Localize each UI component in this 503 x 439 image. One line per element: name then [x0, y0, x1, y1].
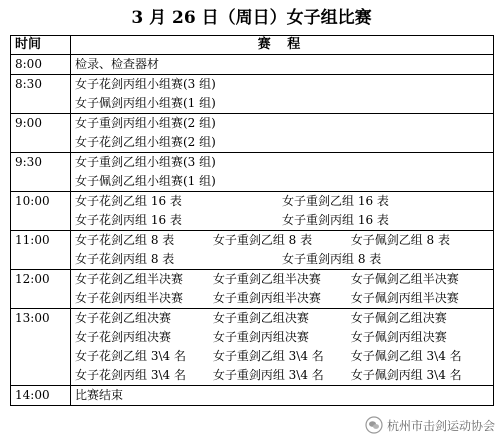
event-item: 女子重剑乙组 3\4 名 — [212, 349, 324, 363]
event-item: 女子重剑乙组 16 表 — [282, 194, 389, 208]
event-line — [75, 347, 489, 366]
event-line — [75, 289, 489, 308]
event-line — [75, 75, 489, 94]
event-line — [75, 153, 489, 172]
header-time: 时间 — [11, 36, 71, 55]
event-item: 女子重剑丙组 16 表 — [282, 213, 389, 227]
time-cell: 11:00 — [11, 231, 71, 270]
events-cell — [71, 231, 494, 270]
event-item: 女子佩剑丙组 3\4 名 — [350, 368, 462, 382]
event-item: 女子花剑丙组 3\4 名 — [75, 368, 186, 382]
event-item: 女子重剑丙组半决赛 — [212, 291, 321, 305]
table-row — [11, 309, 494, 386]
event-item: 女子重剑乙组半决赛 — [212, 272, 321, 286]
time-cell: 9:00 — [11, 114, 71, 153]
event-line — [75, 231, 489, 250]
events-cell — [71, 309, 494, 386]
page-title: 3 月 26 日（周日）女子组比赛 — [131, 8, 372, 28]
event-item: 女子花剑丙组半决赛 — [75, 291, 184, 305]
event-line — [75, 172, 489, 191]
watermark-text: 杭州市击剑运动协会 — [386, 418, 495, 433]
table-row — [11, 270, 494, 309]
time-cell: 10:00 — [11, 192, 71, 231]
events-cell — [71, 55, 494, 75]
event-line — [75, 386, 489, 405]
event-line — [75, 250, 489, 269]
time-cell: 14:00 — [11, 386, 71, 406]
header-events: 赛 程 — [71, 36, 494, 55]
event-item: 女子花剑丙组 16 表 — [75, 213, 182, 227]
event-line — [75, 366, 489, 385]
event-item: 女子重剑乙组小组赛(3 组) — [75, 155, 216, 169]
event-item: 女子佩剑丙组半决赛 — [350, 291, 459, 305]
event-line — [75, 211, 489, 230]
time-cell: 12:00 — [11, 270, 71, 309]
event-item: 女子花剑乙组半决赛 — [75, 272, 184, 286]
time-cell: 13:00 — [11, 309, 71, 386]
table-row — [11, 153, 494, 192]
event-line — [75, 328, 489, 347]
event-item: 女子重剑乙组 8 表 — [212, 233, 313, 247]
event-item: 女子佩剑乙组决赛 — [350, 311, 447, 325]
table-header-row — [11, 36, 494, 55]
table-row — [11, 386, 494, 406]
event-item: 比赛结束 — [75, 388, 124, 402]
event-item: 女子重剑丙组 8 表 — [282, 252, 382, 266]
table-row — [11, 231, 494, 270]
table-row — [11, 114, 494, 153]
events-cell — [71, 192, 494, 231]
time-cell: 8:00 — [11, 55, 71, 75]
event-item: 女子佩剑乙组半决赛 — [350, 272, 459, 286]
event-item: 女子佩剑丙组决赛 — [350, 330, 447, 344]
event-item: 女子花剑乙组小组赛(2 组) — [75, 135, 216, 149]
event-item: 女子重剑丙组 3\4 名 — [212, 368, 324, 382]
event-line — [75, 270, 489, 289]
events-cell — [71, 114, 494, 153]
event-item: 检录、检查器材 — [75, 57, 160, 71]
event-line — [75, 309, 489, 328]
event-item: 女子花剑丙组 8 表 — [75, 252, 175, 266]
schedule-body — [11, 55, 494, 406]
event-item: 女子佩剑丙组小组赛(1 组) — [75, 96, 216, 110]
time-cell: 9:30 — [11, 153, 71, 192]
event-item: 女子佩剑乙组 3\4 名 — [350, 349, 462, 363]
schedule-table — [10, 35, 494, 406]
events-cell — [71, 386, 494, 406]
event-item: 女子佩剑乙组 8 表 — [350, 233, 450, 247]
event-line — [75, 55, 489, 74]
events-cell — [71, 270, 494, 309]
event-item: 女子重剑丙组小组赛(2 组) — [75, 116, 216, 130]
event-line — [75, 192, 489, 211]
table-row — [11, 75, 494, 114]
time-cell: 8:30 — [11, 75, 71, 114]
event-line — [75, 114, 489, 133]
event-item: 女子花剑乙组 16 表 — [75, 194, 182, 208]
event-item: 女子花剑乙组 3\4 名 — [75, 349, 186, 363]
event-item: 女子花剑丙组决赛 — [75, 330, 172, 344]
event-item: 女子重剑乙组决赛 — [212, 311, 309, 325]
table-row — [11, 192, 494, 231]
events-cell — [71, 75, 494, 114]
watermark — [365, 415, 495, 435]
table-row — [11, 55, 494, 75]
event-item: 女子花剑乙组决赛 — [75, 311, 172, 325]
event-item: 女子重剑丙组决赛 — [212, 330, 309, 344]
wechat-icon — [365, 416, 383, 434]
event-item: 女子花剑乙组 8 表 — [75, 233, 175, 247]
event-line — [75, 94, 489, 113]
events-cell — [71, 153, 494, 192]
event-item: 女子佩剑乙组小组赛(1 组) — [75, 174, 216, 188]
event-line — [75, 133, 489, 152]
event-item: 女子花剑丙组小组赛(3 组) — [75, 77, 216, 91]
